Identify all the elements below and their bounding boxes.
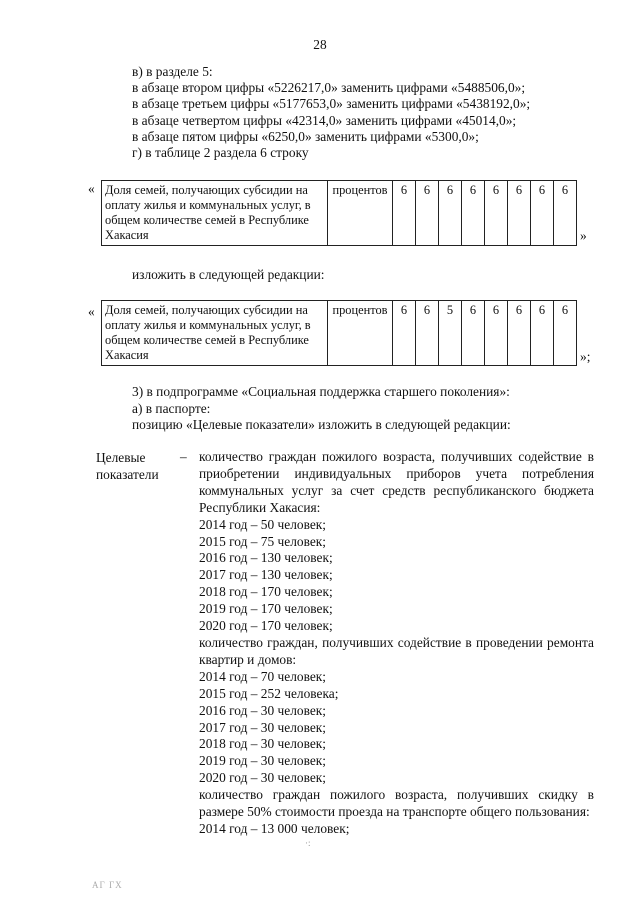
- table-new-open-quote: «: [88, 304, 95, 319]
- table-new-close-quote: »;: [580, 349, 591, 364]
- year-value: 2016 год – 30 человек;: [199, 702, 327, 718]
- year-value: 2019 год – 30 человек;: [199, 753, 327, 769]
- value-cell: 6: [485, 181, 508, 246]
- scan-mark: ·:: [305, 838, 311, 848]
- footer-mark: АГ ГХ: [92, 880, 123, 890]
- intro-line: г) в таблице 2 раздела 6 строку: [132, 145, 309, 161]
- intro-line: в абзаце четвертом цифры «42314,0» заменить цифрами «45014,0»;: [132, 112, 517, 128]
- year-value: 2020 год – 170 человек;: [199, 618, 333, 634]
- value-cell: 6: [416, 301, 439, 366]
- intro-paragraph: [132, 64, 530, 161]
- value-cell: 6: [439, 181, 462, 246]
- year-value: 2014 год – 50 человек;: [199, 516, 327, 532]
- unit-cell: процентов: [328, 181, 393, 246]
- value-cell: 6: [554, 181, 577, 246]
- year-value: 2016 год – 130 человек;: [199, 550, 333, 566]
- intro-line: в абзаце пятом цифры «6250,0» заменить цифрами «5300,0»;: [132, 128, 479, 144]
- year-value: 2014 год – 13 000 человек;: [199, 820, 350, 836]
- targets-label-line: Целевые: [96, 450, 146, 465]
- table-row: [102, 301, 577, 366]
- value-cell: 5: [439, 301, 462, 366]
- year-value: 2019 год – 170 человек;: [199, 601, 333, 617]
- year-value: 2014 год – 70 человек;: [199, 668, 327, 684]
- value-cell: 6: [554, 301, 577, 366]
- page-number: 28: [313, 37, 327, 52]
- section3-line: 3) в подпрограмме «Социальная поддержка старшего поколения»:: [132, 384, 510, 399]
- value-cell: 6: [393, 181, 416, 246]
- indicator-description: количество граждан, получивших содействие в проведении ремонта квартир и домов:: [199, 634, 594, 667]
- value-cell: 6: [462, 181, 485, 246]
- year-value: 2015 год – 252 человека;: [199, 685, 339, 701]
- indicator-name-cell: Доля семей, получающих субсидии на оплату жилья и коммунальных услуг, в общем количестве семей в Республике Хакасия: [102, 181, 328, 246]
- value-cell: 6: [462, 301, 485, 366]
- value-cell: 6: [531, 181, 554, 246]
- section3-line: а) в паспорте:: [132, 400, 211, 416]
- year-value: 2017 год – 130 человек;: [199, 567, 333, 583]
- year-value: 2017 год – 30 человек;: [199, 719, 327, 735]
- value-cell: 6: [531, 301, 554, 366]
- table-old-open-quote: «: [88, 181, 95, 196]
- targets-dash: –: [180, 449, 187, 464]
- value-cell: 6: [416, 181, 439, 246]
- indicator-name-cell: Доля семей, получающих субсидии на оплату жилья и коммунальных услуг, в общем количестве семей в Республике Хакасия: [102, 301, 328, 366]
- intro-line: в абзаце третьем цифры «5177653,0» заменить цифрами «5438192,0»;: [132, 96, 531, 112]
- year-value: 2015 год – 75 человек;: [199, 533, 327, 549]
- targets-label: [96, 449, 159, 483]
- intro-line: в) в разделе 5:: [132, 64, 213, 79]
- table-row: [102, 181, 577, 246]
- value-cell: 6: [393, 301, 416, 366]
- year-value: 2018 год – 170 человек;: [199, 584, 333, 600]
- unit-cell: процентов: [328, 301, 393, 366]
- indicator-description: количество граждан пожилого возраста, получивших скидку в размере 50% стоимости проезда на транспорте общего пользования:: [199, 787, 594, 820]
- replace-instruction: изложить в следующей редакции:: [132, 267, 325, 282]
- table-old-close-quote: »: [580, 228, 587, 243]
- year-value: 2020 год – 30 человек;: [199, 770, 327, 786]
- value-cell: 6: [508, 301, 531, 366]
- section3-line: позицию «Целевые показатели» изложить в следующей редакции:: [132, 417, 511, 432]
- year-value: 2018 год – 30 человек;: [199, 736, 327, 752]
- value-cell: 6: [485, 301, 508, 366]
- indicator-description: количество граждан пожилого возраста, получивших содействие в приобретении индивидуальных приборов учета потребления коммунальных услуг за счет средств республиканского бюджета Республики Хакасия:: [199, 449, 594, 515]
- targets-list: [199, 449, 594, 838]
- section3-paragraph: [132, 384, 511, 434]
- table-new: [101, 300, 577, 366]
- table-old: [101, 180, 577, 246]
- targets-label-line: показатели: [96, 467, 159, 482]
- intro-line: в абзаце втором цифры «5226217,0» заменить цифрами «5488506,0»;: [132, 80, 526, 96]
- value-cell: 6: [508, 181, 531, 246]
